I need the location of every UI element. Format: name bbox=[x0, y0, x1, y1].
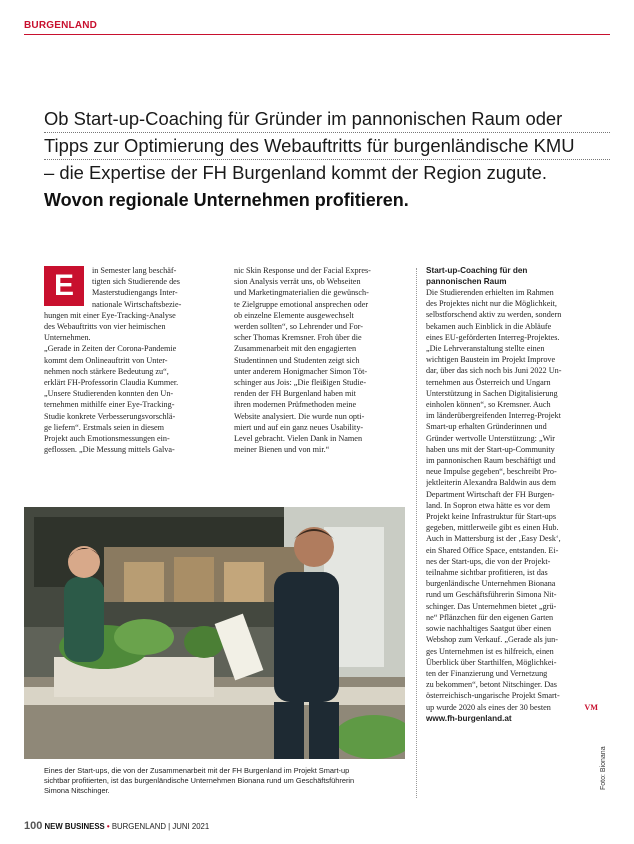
footer-section: BURGENLAND bbox=[111, 822, 166, 831]
article-line: ternehmen mithilfe einer Eye-Tracking- bbox=[44, 400, 175, 410]
article-line: wichtigen Baustein im Projekt Improve bbox=[426, 355, 556, 365]
section-label: BURGENLAND bbox=[24, 20, 98, 31]
column-body bbox=[426, 287, 598, 713]
article-line: haben uns mit der Start-up-Community bbox=[426, 444, 555, 454]
article-line: Studie konkrete Verbesserungsvorschlä- bbox=[44, 411, 176, 421]
article-line: ten der Finanzierung und Vernetzung bbox=[426, 668, 548, 678]
website-link[interactable]: www.fh-burgenland.at bbox=[426, 713, 512, 723]
lead-line: – die Expertise der FH Burgenland kommt der Region zugute. bbox=[44, 162, 547, 183]
article-line: „Die Lehrveranstaltung stellte einen bbox=[426, 344, 545, 354]
article-line: nationale Wirtschaftsbezie- bbox=[92, 299, 182, 309]
article-line: österreichisch-ungarische Projekt Smart- bbox=[426, 691, 560, 701]
article-line: einholen können“, so Kremsner. Auch bbox=[426, 400, 551, 410]
article-line: land. In Sopron etwa hätte es vor dem bbox=[426, 500, 551, 510]
article-line: Unterstützung in Sachen Digitalisierung bbox=[426, 388, 558, 398]
article-line: rund um Geschäftsführerin Simona Nit- bbox=[426, 590, 557, 600]
article-line: Studentinnen und Studenten zeigt sich bbox=[234, 355, 360, 365]
article-line: ein Shared Office Space, entstanden. Ei- bbox=[426, 545, 559, 555]
article-subheadline: Wovon regionale Unternehmen profitieren. bbox=[44, 190, 409, 210]
column-subheading: pannonischen Raum bbox=[426, 277, 507, 286]
article-line: nehmen noch stärkere Bedeutung zu“, bbox=[44, 366, 169, 376]
column-divider bbox=[416, 268, 417, 798]
author-signature: VM bbox=[584, 702, 598, 712]
article-line: „Unsere Studierenden konnten den Un- bbox=[44, 389, 174, 399]
magazine-name: NEW BUSINESS bbox=[44, 822, 105, 831]
column-subheading: Start-up-Coaching für den bbox=[426, 266, 528, 275]
article-line: scher Thomas Kremsner. Froh über die bbox=[234, 333, 362, 343]
page-footer bbox=[24, 820, 209, 832]
article-line: ob einzelne Elemente ausgewechselt bbox=[234, 310, 354, 320]
article-line: in Semester lang beschäf- bbox=[92, 266, 177, 275]
article-line: ternehmen aus Österreich und Ungarn bbox=[426, 377, 551, 387]
article-line: Die Studierenden erhielten im Rahmen bbox=[426, 288, 554, 297]
article-line: nic Skin Response und der Facial Expres- bbox=[234, 266, 371, 275]
article-line: Level gebracht. Vielen Dank in Namen bbox=[234, 434, 363, 444]
article-line: miert und auf ein ganz neues Usability- bbox=[234, 422, 364, 432]
article-line: und Marketingmaterialien die gewünsch- bbox=[234, 288, 369, 298]
article-line: zu bekommen“, betont Nitschinger. Das bbox=[426, 680, 557, 690]
article-line: Unternehmen. bbox=[44, 333, 91, 343]
article-line: sowie nachhaltiges Saatgut über einen bbox=[426, 624, 552, 634]
caption-line: Eines der Start-ups, die von der Zusammenarbeit mit der FH Burgenland im Projekt Smart-up bbox=[44, 766, 350, 775]
article-line: Webshop zum Verkauf. „Gerade als jun- bbox=[426, 635, 558, 645]
article-line: eines EU-geförderten Interreg-Projektes. bbox=[426, 332, 560, 342]
footer-separator: • bbox=[106, 822, 110, 831]
article-line: Smart-up erhalten Gründerinnen und bbox=[426, 422, 547, 432]
article-line: erklärt FH-Professorin Claudia Kummer. bbox=[44, 378, 179, 388]
article-line: Projekt auch Emotionsmessungen ein- bbox=[44, 434, 170, 444]
article-line: schinger. Das Unternehmen bietet „grü- bbox=[426, 601, 557, 611]
article-line: bekamen auch Einblick in die Abläufe bbox=[426, 321, 552, 331]
article-column-1 bbox=[44, 265, 216, 455]
article-line: tigten sich Studierende des bbox=[92, 277, 180, 287]
article-line: ge liefern“. Erstmals seien in diesem bbox=[44, 422, 165, 432]
photo-illustration bbox=[24, 507, 405, 759]
article-line: werden sollten“, so Lehrender und For- bbox=[234, 322, 363, 332]
article-line: Überblick über Starthilfen, Möglichkei- bbox=[426, 657, 557, 667]
article-line: Website analysiert. Die wurde nun opti- bbox=[234, 411, 365, 421]
article-line: hungen mit einer Eye-Tracking-Analyse bbox=[44, 310, 176, 320]
article-line: Gründer wertvolle Unterstützung: „Wir bbox=[426, 433, 556, 443]
article-line: ne“ Pflänzchen für den eigenen Garten bbox=[426, 612, 554, 622]
article-line: teilnahme sichtbar profitieren, ist das bbox=[426, 568, 548, 578]
article-line: „Gerade in Zeiten der Corona-Pandemie bbox=[44, 344, 177, 354]
article-line: te Zielgruppe emotional ansprechen oder bbox=[234, 299, 369, 309]
photo-credit: Foto: Bionana bbox=[600, 746, 607, 790]
caption-line: sichtbar profitierten, ist das burgenländische Unternehmen Bionana rund um Geschäftsführerin bbox=[44, 776, 355, 786]
article-end bbox=[426, 713, 584, 724]
article-line: gegeben, mittlerweile gibt es einen Hub. bbox=[426, 523, 559, 533]
article-line: renden der FH Burgenland haben mit bbox=[234, 389, 356, 399]
article-line: meiner Bienen und von mir.“ bbox=[234, 445, 330, 455]
article-line: dar, über das sich noch bis Juni 2022 Un- bbox=[426, 366, 562, 376]
section-divider bbox=[24, 34, 610, 35]
page-number: 100 bbox=[24, 820, 43, 832]
lead-paragraph bbox=[44, 106, 610, 186]
lead-line: Tipps zur Optimierung des Webauftritts für burgenländische KMU bbox=[44, 133, 610, 160]
article-line: Department Wirtschaft der FH Burgen- bbox=[426, 489, 555, 499]
article-line: Auch in Mattersburg ist der ‚Easy Desk‘, bbox=[426, 534, 561, 544]
footer-issue: JUNI 2021 bbox=[172, 822, 210, 831]
article-column-2 bbox=[234, 265, 406, 455]
article-line: kommt dem Onlineauftritt von Unter- bbox=[44, 355, 168, 365]
article-line: sion Analysis verrät uns, ob Webseiten bbox=[234, 277, 361, 287]
article-photo bbox=[24, 507, 405, 759]
article-line: schinger aus Jois: „Die fleißigen Studie- bbox=[234, 378, 367, 388]
article-line: jektleiterin Alexandra Baldwin aus dem bbox=[426, 478, 557, 488]
photo-caption bbox=[44, 766, 404, 797]
article-column-3 bbox=[426, 265, 598, 724]
article-line: unter anderem Honigmacher Simon Töt- bbox=[234, 366, 368, 376]
article-line: neue Impulse gegeben“, beschreibt Pro- bbox=[426, 467, 557, 477]
article-line: burgenländische Unternehmen Bionana bbox=[426, 579, 556, 589]
article-line: im pannonischen Raum beschäftigt und bbox=[426, 456, 556, 466]
article-line: Projekt keine Infrastruktur für Start-ups bbox=[426, 512, 557, 522]
lead-line: Ob Start-up-Coaching für Gründer im pannonischen Raum oder bbox=[44, 106, 610, 133]
article-line: ges Unternehmen ist es hilfreich, einen bbox=[426, 646, 554, 656]
footer-bar: | bbox=[168, 822, 171, 831]
article-line: geflossen. „Die Messung mittels Galva- bbox=[44, 445, 175, 455]
article-line: des Projektes nicht nur die Möglichkeit, bbox=[426, 299, 557, 309]
article-line: selbstforschend aktiv zu werden, sondern bbox=[426, 310, 562, 320]
article-line: Masterstudiengangs Inter- bbox=[92, 288, 178, 298]
article-line: Zusammenarbeit mit den engagierten bbox=[234, 344, 357, 354]
caption-line: Simona Nitschinger. bbox=[44, 786, 110, 796]
article-line: ihren modernen Prüfmethoden meine bbox=[234, 400, 357, 410]
dropcap: E bbox=[44, 266, 84, 306]
article-line: up wurde 2020 als eines der 30 besten bbox=[426, 702, 551, 712]
article-line: des Webauftritts von vier heimischen bbox=[44, 322, 166, 332]
article-line: nes der Start-ups, die von der Projekt- bbox=[426, 556, 551, 566]
article-line: im länderübergreifenden Interreg-Projekt bbox=[426, 411, 561, 421]
